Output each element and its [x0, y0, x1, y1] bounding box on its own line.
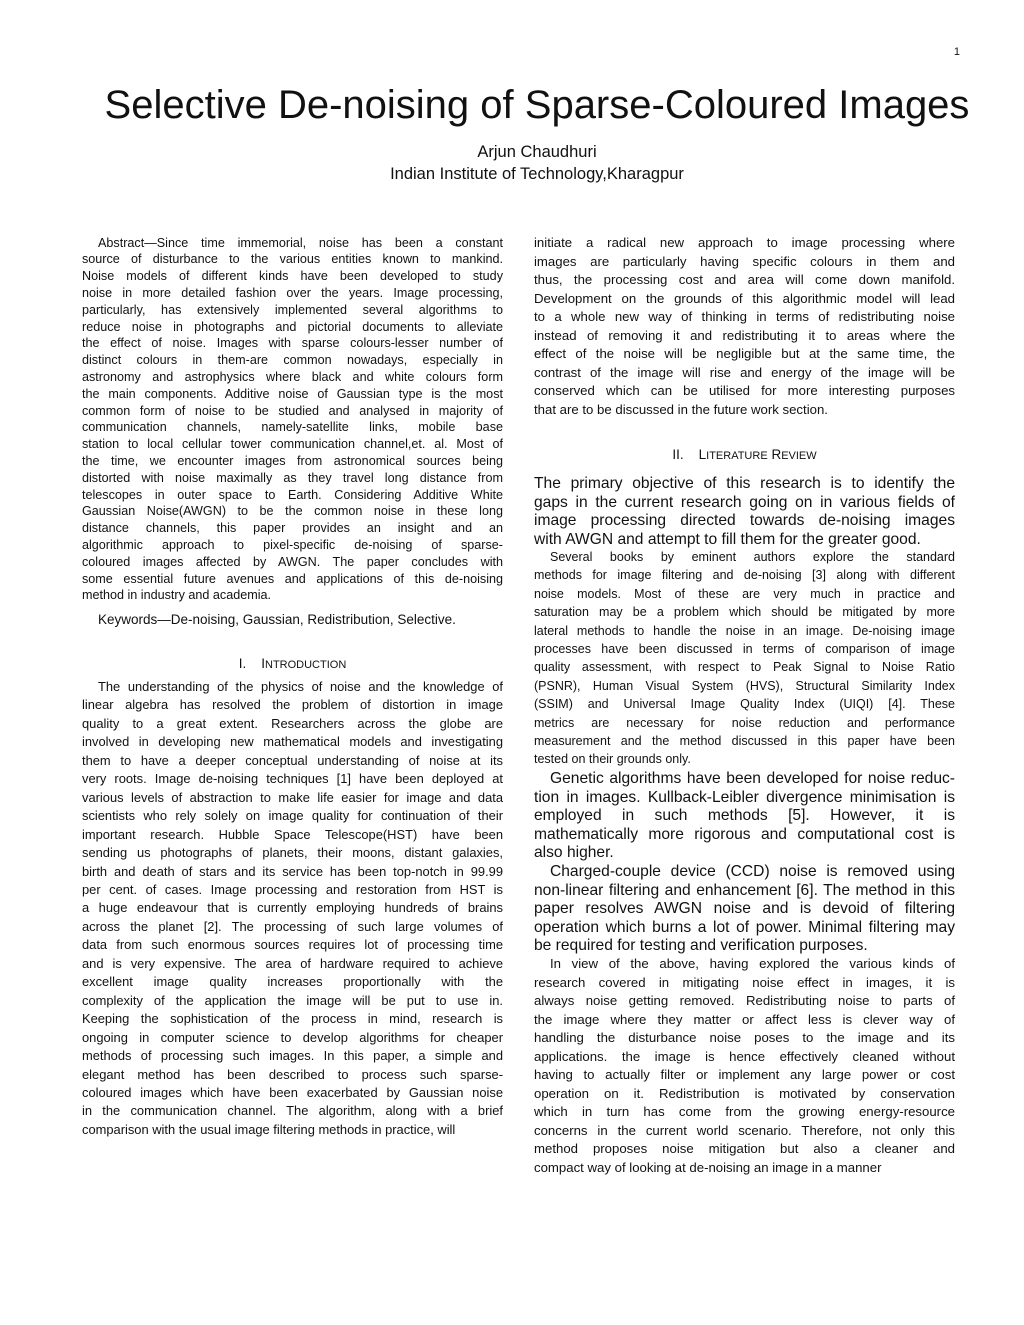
text-line: astronomy and astrophysics where black and white colours form [82, 369, 503, 384]
text-line: the main components. Additive noise of Gaussian type is the most [82, 386, 503, 401]
text-line: various levels of abstraction to make life easier for image and data [82, 789, 503, 805]
text-line: particularly, has extensively implemented several algorithms to [82, 302, 503, 317]
text-line: Abstract—Since time immemorial, noise has been a constant [98, 235, 503, 250]
text-line: compact way of looking at de-noising an image in a manner [534, 1159, 882, 1175]
text-line: images are particularly having specific colours in them and [534, 253, 955, 269]
text-line: station to local cellular tower communication channel,et. al. Most of [82, 437, 503, 452]
text-line: (PSNR), Human Visual System (HVS), Structural Similarity Index [534, 678, 955, 693]
text-line: elegant method has been described to process such sparse- [82, 1066, 503, 1082]
section-number: I. [238, 656, 247, 671]
author-affiliation: Indian Institute of Technology,Kharagpur [390, 165, 684, 183]
text-line: Charged-couple device (CCD) noise is removed using [550, 863, 955, 880]
text-line: distance channels, this paper provides an insight and an [82, 521, 503, 536]
text-line: coloured images affected by AWGN. The paper concludes with [82, 554, 503, 569]
text-line: noise models. Most of these are very much in practice and [534, 586, 955, 601]
text-line: Genetic algorithms have been developed for noise reduc- [550, 770, 955, 787]
text-line: in the communication channel. The algorithm, along with a brief [82, 1103, 503, 1119]
text-line: research covered in mitigating noise effect in images, it is [534, 974, 955, 990]
text-line: initiate a radical new approach to image processing where [534, 235, 955, 250]
text-line: metrics are necessary for noise reduction and performance [534, 715, 955, 730]
text-line: to a whole new way of thinking in terms of redistributing noise [534, 309, 955, 325]
text-line: tested on their grounds only. [534, 752, 691, 767]
section-number: II. [672, 447, 684, 462]
section-title: LITERATURE REVIEW [698, 447, 817, 462]
author-name: Arjun Chaudhuri [477, 143, 597, 161]
text-line: lateral methods to handle the noise in an image. De-noising image [534, 623, 955, 638]
literature-paragraph-objective [534, 475, 955, 550]
text-line: linear algebra has resolved the problem of distortion in image [82, 697, 503, 713]
text-line: gaps in the current research going on in various fields of [534, 493, 955, 511]
text-line: In view of the above, having explored the various kinds of [550, 956, 955, 971]
text-line: measurement and the method discussed in this paper have been [534, 734, 955, 749]
text-line: (SSIM) and Universal Image Quality Index (UIQI) [4]. These [534, 697, 955, 712]
text-line: reduce noise in photographs and pictorial documents to alleviate [82, 319, 503, 334]
text-line: mathematically more rigorous and computational cost is [534, 825, 955, 843]
text-line: employed in such methods [5]. However, it is [534, 807, 955, 824]
text-line: method proposes noise mitigation but also a cleaner and [534, 1141, 955, 1156]
text-line: conserved which can be utilised for more interesting purposes [534, 383, 955, 399]
section-heading-introduction [82, 656, 503, 671]
text-line: involved in developing new mathematical models and investigating [82, 734, 503, 750]
text-line: handling the disturbance noise poses to the image and its [534, 1030, 955, 1045]
text-line: tion in images. Kullback-Leibler divergence minimisation is [534, 788, 955, 806]
paper-title: Selective De-noising of Sparse-Coloured Images [104, 83, 970, 127]
page-number: 1 [953, 46, 960, 58]
text-line: excellent image quality increases proportionally with the [82, 974, 503, 990]
text-line: having to actually filter or implement any large power or cost [534, 1067, 955, 1082]
text-line: Several books by eminent authors explore the standard [550, 550, 955, 564]
text-line: applications. the image is hence effectively cleaned without [534, 1048, 955, 1064]
text-line: noise in more detailed fashion over the years. Image processing, [82, 285, 503, 300]
text-line: be required for testing and verification purposes. [534, 937, 868, 954]
text-line: common form of noise to be studied and analysed in majority of [82, 403, 503, 418]
text-line: birth and death of stars and its service has been top-notch in 99.99 [82, 863, 503, 879]
text-line: operation which burns a lot of power. Minimal filtering may [534, 918, 955, 936]
text-line: Keeping the sophistication of the process in mind, research is [82, 1011, 503, 1027]
text-line: processes have been discussed in terms of comparison of image [534, 642, 955, 657]
text-line: saturation may be a problem which should be mitigated by more [534, 605, 955, 620]
text-line: some essential future avenues and applications of this de-noising [82, 571, 503, 586]
text-line: the time, we encounter images from astronomical sources being [82, 453, 503, 468]
text-line: Gaussian Noise(AWGN) to be the common noise in these long [82, 504, 503, 519]
text-line: image processing directed towards de-noising images [534, 512, 955, 530]
introduction-paragraph [82, 678, 503, 1139]
text-line: complexity of the application the image will be put to use in. [82, 992, 503, 1008]
text-line: instead of removing it and redistributing it to areas where the [534, 327, 955, 343]
text-line: them to have a deeper conceptual understanding of noise at its [82, 752, 503, 768]
text-line: methods for image filtering and de-noising [3] along with different [534, 568, 955, 583]
literature-paragraph-summary [534, 955, 955, 1177]
text-line: non-linear filtering and enhancement [6]. The method in this [534, 881, 955, 899]
literature-paragraph-genetic [534, 770, 955, 863]
text-line: that are to be discussed in the future work section. [534, 401, 828, 417]
text-line: across the planet [2]. The processing of such large volumes of [82, 918, 503, 934]
text-line: Development on the grounds of this algorithmic model will lead [534, 290, 955, 306]
text-line: important research. Hubble Space Telescope(HST) have been [82, 826, 503, 842]
text-line: also higher. [534, 844, 614, 861]
text-line: The understanding of the physics of noise and the knowledge of [98, 679, 503, 694]
text-line: a huge endeavour that is currently employing hundreds of brains [82, 900, 503, 916]
text-line: Keywords—De-noising, Gaussian, Redistribution, Selective. [98, 612, 456, 627]
text-line: coloured images which have been exacerbated by Gaussian noise [82, 1084, 503, 1100]
text-line: methods of processing such images. In this paper, a simple and [82, 1048, 503, 1064]
text-line: distorted with noise maximally as they travel long distance from [82, 470, 503, 485]
text-line: algorithmic approach to pixel-specific de-noising of sparse- [82, 537, 503, 552]
text-line: communication channels, namely-satellite links, mobile base [82, 420, 503, 435]
text-line: very roots. Image de-noising techniques [1] have been deployed at [82, 771, 503, 787]
text-line: quality assessment, with respect to Peak Signal to Noise Ratio [534, 660, 955, 675]
text-line: which in turn has come from the growing energy-resource [534, 1104, 955, 1119]
text-line: distinct colours in them-are common nowadays, especially in [82, 353, 503, 368]
text-line: concerns in the current world scenario. Therefore, not only this [534, 1122, 955, 1138]
text-line: data from such enormous sources requires lot of processing time [82, 937, 503, 953]
text-line: and is very expensive. The area of hardware required to achieve [82, 955, 503, 971]
text-line: ongoing in computer science to develop algorithms for cheaper [82, 1029, 503, 1045]
text-line: effect of the noise will be negligible but at the same time, the [534, 346, 955, 362]
text-line: sending us photographs of planets, their moons, distant galaxies, [82, 845, 503, 861]
text-line: with AWGN and attempt to fill them for the greater good. [534, 531, 921, 549]
text-line: Noise models of different kinds have been developed to study [82, 269, 503, 284]
text-line: telescopes in outer space to Earth. Considering Additive White [82, 487, 503, 502]
text-line: per cent. of cases. Image processing and restoration from HST is [82, 881, 503, 897]
literature-paragraph-ccd [534, 863, 955, 956]
text-line: scientists who rely solely on image quality for continuation of their [82, 808, 503, 824]
abstract [82, 235, 503, 605]
text-line: thus, the processing cost and area will come down manifold. [534, 272, 955, 288]
text-line: operation on it. Redistribution is motivated by conservation [534, 1085, 955, 1101]
text-line: paper resolves AWGN noise and is devoid of filtering [534, 900, 955, 917]
text-line: The primary objective of this research is to identify the [534, 475, 955, 492]
text-line: comparison with the usual image filtering methods in practice, will [82, 1121, 456, 1137]
text-line: the effect of noise. Images with sparse colours-lesser number of [82, 336, 503, 351]
text-line: source of disturbance to the various entities known to mankind. [82, 252, 503, 267]
section-title: INTRODUCTION [261, 656, 347, 671]
text-line: method in industry and academia. [82, 588, 272, 603]
introduction-continuation [534, 234, 955, 419]
literature-paragraph-books [534, 548, 955, 769]
text-line: quality to a great extent. Researchers across the globe are [82, 715, 503, 731]
keywords [82, 611, 503, 629]
section-heading-literature-review [534, 447, 955, 462]
text-line: always noise getting removed. Redistributing noise to parts of [534, 993, 955, 1008]
text-line: the image where they matter or affect less is clever way of [534, 1011, 955, 1027]
text-line: contrast of the image will rise and energy of the image will be [534, 364, 955, 380]
